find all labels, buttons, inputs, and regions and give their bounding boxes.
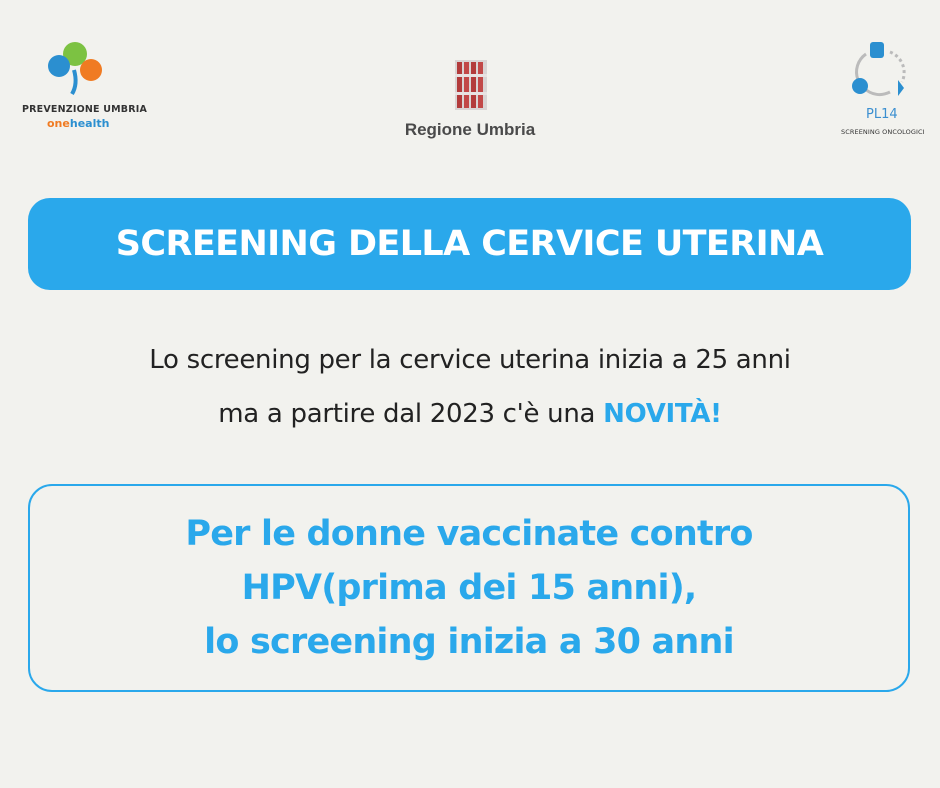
highlight-line-2: HPV(prima dei 15 anni),: [241, 568, 697, 608]
intro-line-1: Lo screening per la cervice uterina inizia a 25 anni: [149, 345, 791, 375]
regione-umbria-emblem-icon: [455, 60, 487, 110]
highlight-box: [28, 484, 910, 692]
pl14-label: PL14: [866, 107, 898, 122]
regione-umbria-label: Regione Umbria: [404, 120, 536, 139]
intro-line-2-text: ma a partire dal 2023 c'è una: [218, 399, 604, 429]
screening-cycle-icon: [850, 40, 910, 102]
intro-line-2: [0, 387, 940, 441]
prevenzione-umbria-label: PREVENZIONE UMBRIA: [22, 104, 148, 115]
intro-text: [0, 333, 940, 441]
onehealth-health: health: [69, 117, 110, 130]
prevenzione-umbria-logo: [22, 40, 148, 135]
title-banner: [28, 198, 911, 290]
pl14-logo: [836, 40, 936, 145]
screening-oncologici-label: SCREENING ONCOLOGICI: [841, 128, 925, 136]
page-title: SCREENING DELLA CERVICE UTERINA: [115, 224, 824, 264]
highlight-line-1: Per le donne vaccinate contro: [185, 514, 753, 554]
novita-highlight: NOVITÀ!: [603, 399, 722, 429]
onehealth-label: [47, 117, 109, 130]
onehealth-one: one: [47, 117, 70, 130]
highlight-line-3: lo screening inizia a 30 anni: [204, 622, 734, 662]
clover-icon: [44, 40, 106, 96]
regione-umbria-logo: [385, 60, 555, 140]
